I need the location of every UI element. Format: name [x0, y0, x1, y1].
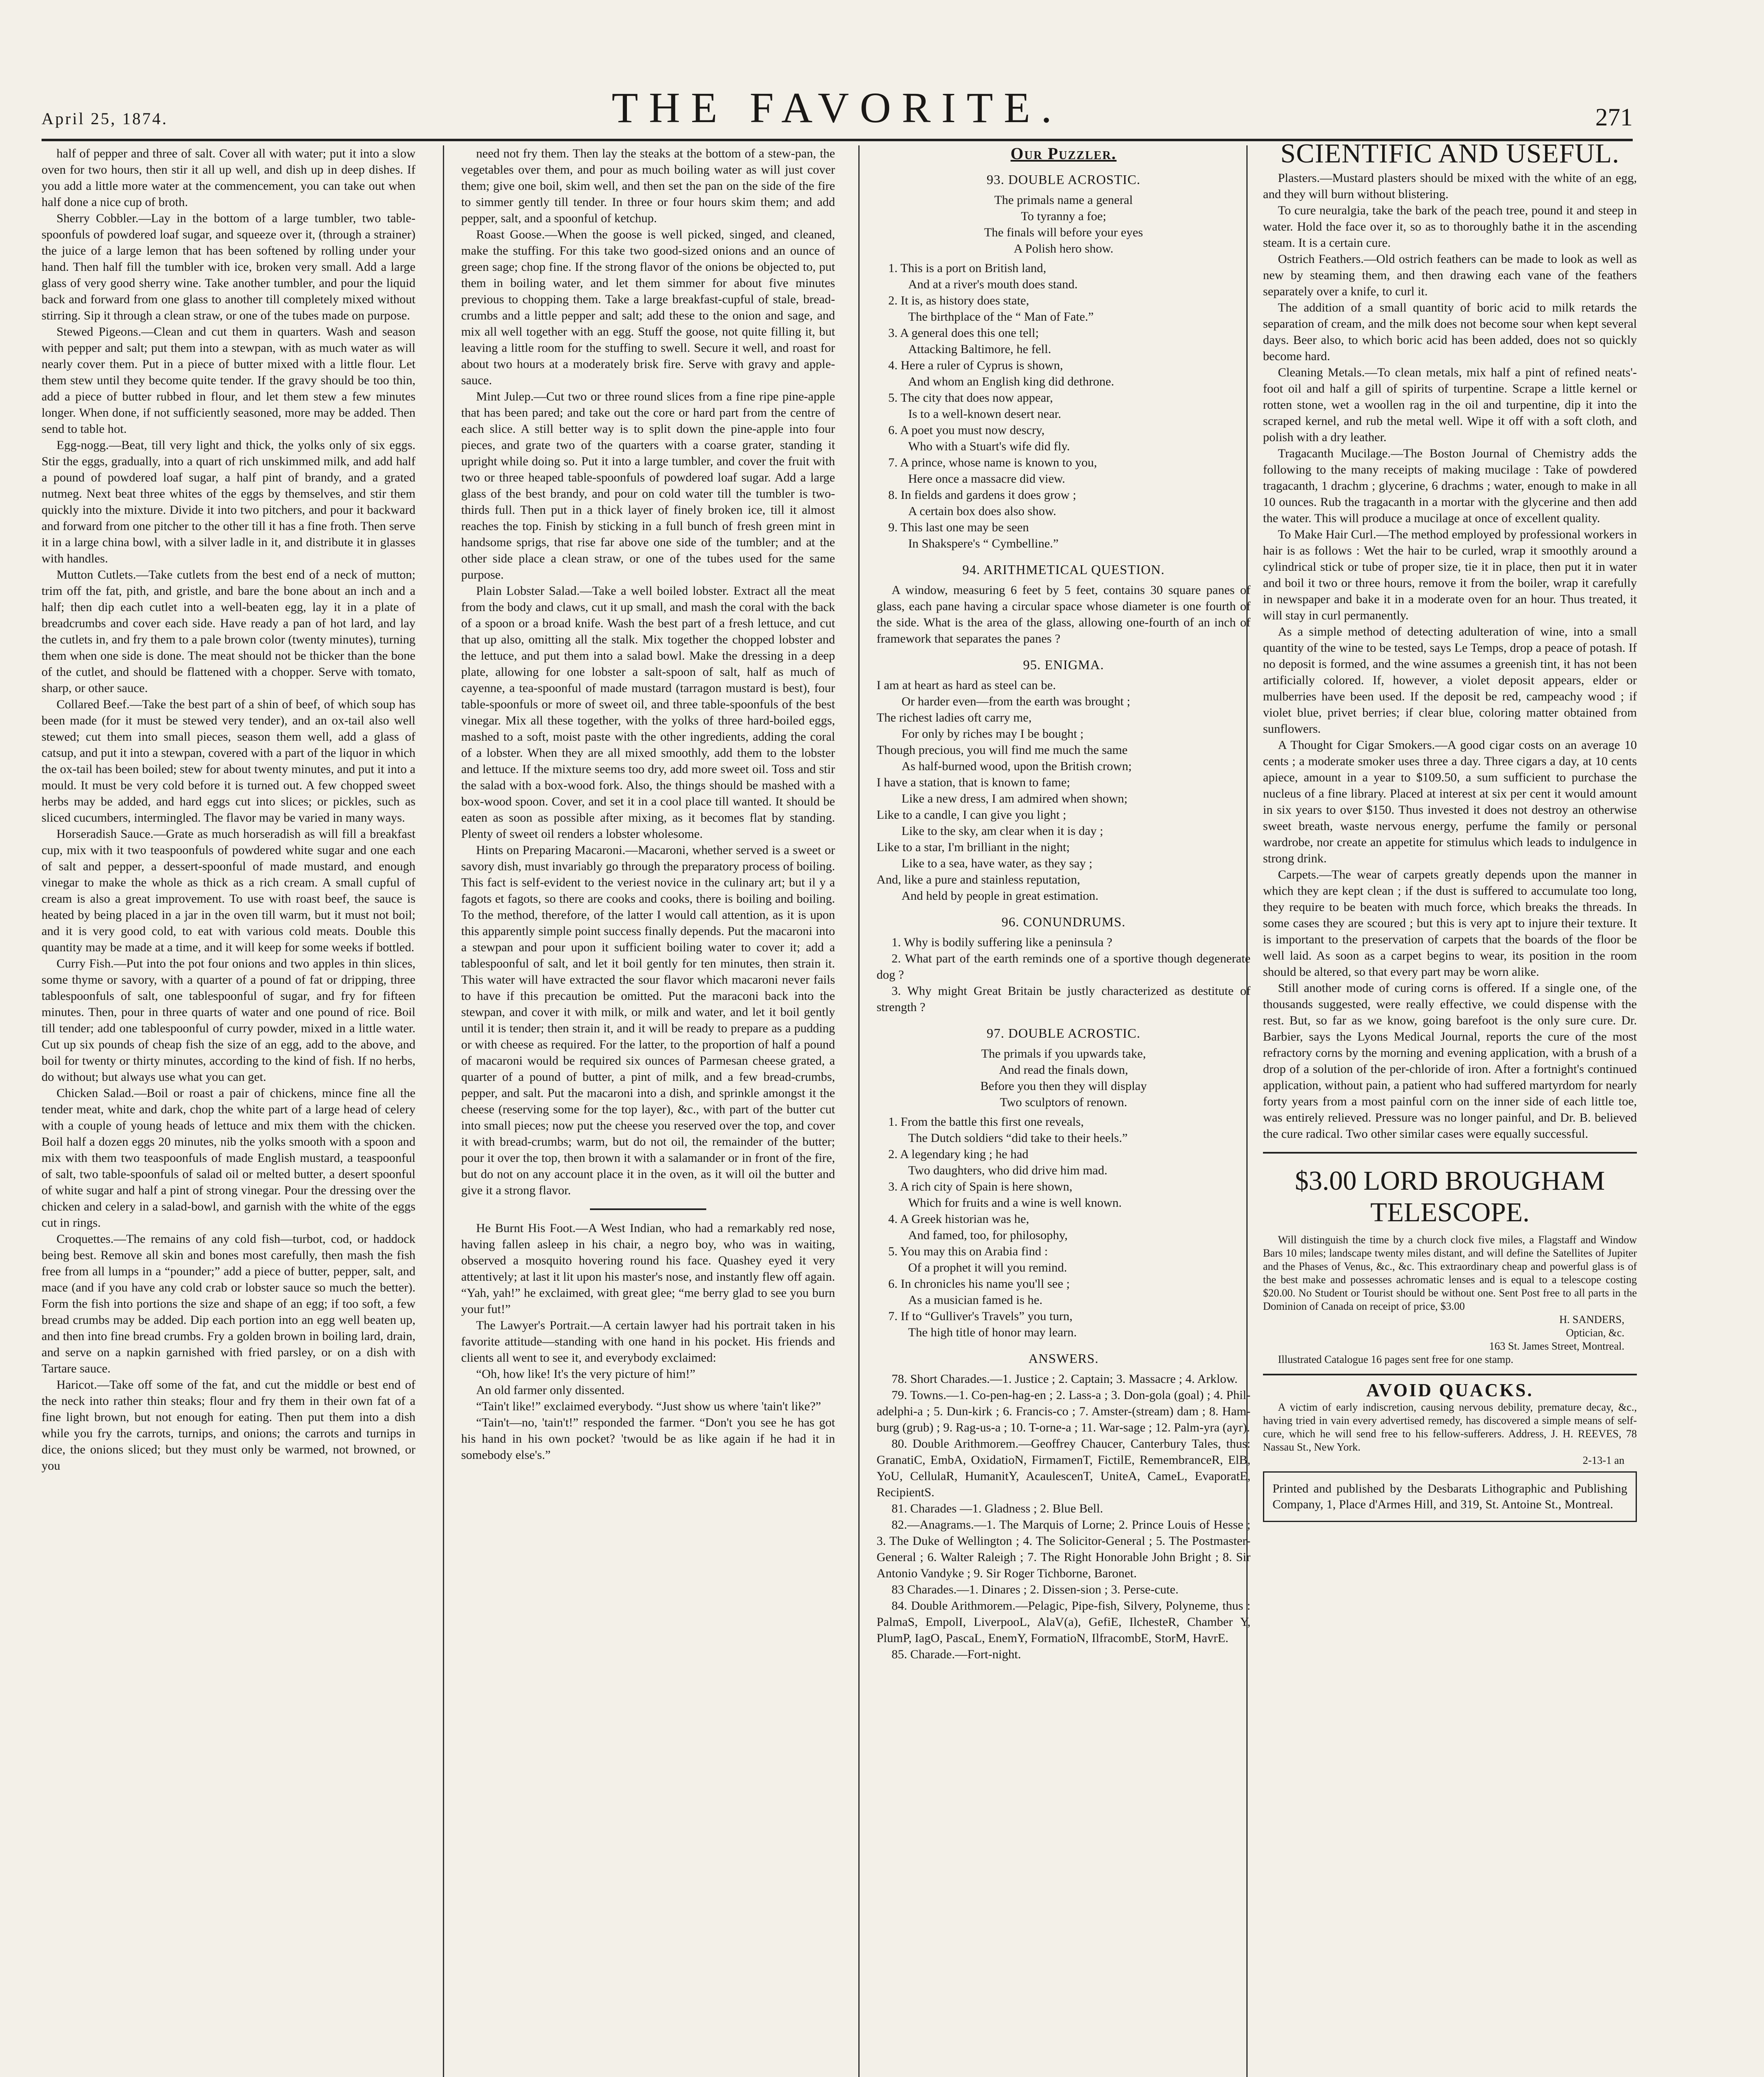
puzzle-93-intro [877, 192, 1251, 257]
paragraph: Ostrich Feathers.—Old ostrich feathers can be made to look as well as new by steaming them, and then drawing each vane of the feathers separately over a knife, to curl it. [1263, 252, 1637, 298]
enigma-line: Like a new dress, I am admired when shown; [902, 792, 1128, 805]
column-3-puzzler [877, 145, 1251, 1662]
enigma-line: Though precious, you will find me much the same [877, 743, 1128, 757]
puzzle-line: 4. Here a ruler of Cyprus is shown, [888, 358, 1063, 372]
puzzle-line: Which for fruits and a wine is well known. [908, 1196, 1122, 1210]
puzzle-line: The birthplace of the “ Man of Fate.” [908, 310, 1094, 324]
answer: 78. Short Charades.—1. Justice ; 2. Captain; 3. Massacre ; 4. Arklow. [892, 1372, 1238, 1386]
paragraph: Plain Lobster Salad.—Take a well boiled lobster. Extract all the meat from the body and claws, cut it up small, and mash the coral with the back of a spoon or a broad knife. Wash the best part of a fresh lettuce, and cut that up also, omitting all the stalk. Mix together the chopped lobster and the lettuce, and put them into a salad bowl. Make the dressing in a deep plate, allowing for one lobster a salt-spoon of salt, half as much of cayenne, a tea-spoonful of made mustard (tarragon mustard is best), four table-spoonfuls or more of sweet oil, and three table-spoonfuls of the best vinegar. Mix all these together, with the yolks of three hard-boiled eggs, mashed to a soft, moist paste with the other ingredients, adding the coral of a lobster. When they are all mixed smoothly, add them to the lobster and lettuce. If the mixture seems too dry, add more sweet oil. Toss and stir the salad with a box-wood fork. Also, the things should be mashed with a box-wood spoon. Cover, and set it in a cool place till wanted. It should be eaten as soon as possible after mixing, as it becomes flat by standing. Plenty of sweet oil renders a lobster wholesome. [461, 584, 835, 841]
paragraph: Mint Julep.—Cut two or three round slices from a fine ripe pine-apple that has been pared; and take out the core or hard part from the centre of each slice. A still better way is to split down the pine-apple into four pieces, and grate two of the quarters with a coarse grater, standing it upright while doing so. Put it into a large tumbler, and cover the fruit with two or three heaped table-spoonfuls of powdered loaf sugar. Add a large glass of the best brandy, and pour on cold water till the tumbler is two-thirds full. Then put in a thick layer of finely broken ice, till it almost reaches the top. Finish by sticking in a full bunch of fresh green mint in handsome sprigs, that rise far above one side of the tumbler; and at the other side place a clean straw, or one of the tubes used for the same purpose. [461, 390, 835, 582]
imprint-box [1263, 1471, 1637, 1522]
verse-line: To tyranny a foe; [1021, 209, 1106, 223]
enigma-line: Like to the sky, am clear when it is day ; [902, 824, 1103, 838]
puzzle-line: The Dutch soldiers “did take to their heels.” [908, 1131, 1128, 1145]
masthead [42, 83, 1633, 133]
paragraph: An old farmer only dissented. [476, 1383, 625, 1397]
paragraph: To Make Hair Curl.—The method employed by professional workers in hair is as follows : Wet the hair to be curled, wrap it smoothly around a cylindrical stick or tube of proper size, tie it in place, then put it in water and boil it two or three hours, remove it from the boiler, wrap it carefully in newspaper and bake it in a moderate oven for an hour. Thus treated, it will stay in curl permanently. [1263, 528, 1637, 622]
paragraph: “Tain't like!” exclaimed everybody. “Just show us where 'tain't like?” [476, 1399, 821, 1413]
puzzle-line: Here once a massacre did view. [908, 472, 1065, 486]
puzzle-line: As a musician famed is he. [908, 1293, 1043, 1307]
issue-date: April 25, 1874. [42, 109, 168, 128]
section-divider [590, 1208, 706, 1210]
puzzle-97-items [877, 1114, 1251, 1340]
paragraph: Plasters.—Mustard plasters should be mixed with the white of an egg, and they will burn without blistering. [1263, 171, 1637, 201]
telescope-ad-text: Will distinguish the time by a church clock five miles, a Flagstaff and Window Bars 10 miles; landscape twenty miles distant, and will define the Satellites of Jupiter and the Phases of Venus, &c., &c. This extraordinary cheap and powerful glass is of the best make and possesses achromatic lenses and is equal to a telescope costing $20.00. No Student or Tourist should be without one. Sent Post free to all parts in the Dominion of Canada on receipt of price, $3.00 [1263, 1234, 1637, 1312]
puzzle-93-heading: 93. DOUBLE ACROSTIC. [986, 172, 1141, 187]
enigma-line: Like to a sea, have water, as they say ; [902, 857, 1093, 870]
enigma-line: And held by people in great estimation. [902, 889, 1099, 903]
paragraph: half of pepper and three of salt. Cover all with water; put it into a slow oven for two hours, then stir it all up well, and dish up in deep dishes. If you add a little more water at the commencement, you can take out when half done a nice cup of broth. [42, 147, 415, 209]
paragraph: Curry Fish.—Put into the pot four onions and two apples in thin slices, some thyme or savory, with a quarter of a pound of fat or dripping, three tablespoonfuls of salt, one tablespoonful of sugar, and fry for fifteen minutes. Then, pour in three quarts of water and one pound of rice. Boil till tender; add one tablespoonful of curry powder, mixed in a little water. Cut up six pounds of cheap fish the size of an egg, add to the above, and boil for twenty or thirty minutes, according to the kind of fish. If no herbs, do without; but always use what you can get. [42, 957, 415, 1084]
telescope-ad-catalogue: Illustrated Catalogue 16 pages sent free for one stamp. [1278, 1353, 1513, 1365]
paragraph: Stewed Pigeons.—Clean and cut them in quarters. Wash and season with pepper and salt; put them into a stewpan, with as much water as will nearly cover them. Put in a piece of butter mixed with a little flour. Let them stew until they become quite tender. If the gravy should be too thin, add a piece of butter rubbed in flour, and let them stew a few minutes longer. When done, if not sufficiently seasoned, more may be added. Then send to table hot. [42, 325, 415, 436]
paragraph: “Oh, how like! It's the very picture of him!” [476, 1367, 695, 1381]
verse-line: Before you then they will display [980, 1079, 1147, 1093]
puzzle-line: 4. A Greek historian was he, [888, 1212, 1029, 1226]
puzzle-95-verse [877, 677, 1251, 904]
telescope-ad-name: H. SANDERS, [1559, 1313, 1624, 1326]
puzzle-line: Of a prophet it will you remind. [908, 1261, 1067, 1274]
telescope-ad-address: 163 St. James Street, Montreal. [1489, 1340, 1624, 1352]
puzzle-line: 3. A rich city of Spain is here shown, [888, 1180, 1073, 1193]
puzzle-95-heading: 95. ENIGMA. [1023, 657, 1104, 672]
imprint-text: Printed and published by the Desbarats Lithographic and Publishing Company, 1, Place d'Armes Hill, and 319, St. Antoine St., Montreal. [1273, 1482, 1627, 1511]
enigma-line: I have a station, that is known to fame; [877, 776, 1070, 789]
paragraph: The Lawyer's Portrait.—A certain lawyer had his portrait taken in his favorite attitude—standing with one hand in his pocket. His friends and clients all went to see it, and everybody exclaimed: [461, 1318, 835, 1365]
scientific-heading: SCIENTIFIC AND USEFUL. [1280, 138, 1619, 169]
paragraph: Still another mode of curing corns is offered. If a single one, of the thousands suggested, were really effective, we could dispense with the rest. But, so far as we know, going barefoot is the only sure cure. Dr. Barbier, says the Lyons Medical Journal, reports the cure of the most refractory corns by the morning and evening application, with a brush of a drop of a solution of the per-chloride of iron. After a fortnight's continued application, without pain, a patient who had suffered martyrdom for nearly forty years from a most painful corn on the inner side of each little toe, was entirely relieved. Pressure was no longer painful, and Dr. B. believed the cure radical. Two other similar cases were equally successful. [1263, 981, 1637, 1141]
puzzle-line: The high title of honor may learn. [908, 1326, 1077, 1339]
puzzle-94-heading: 94. ARITHMETICAL QUESTION. [962, 562, 1165, 577]
puzzle-line: A certain box does also show. [908, 504, 1056, 518]
paragraph: Mutton Cutlets.—Take cutlets from the best end of a neck of mutton; trim off the fat, pith, and gristle, and bare the bone about an inch and a half; then dip each cutlet into a well-beaten egg, lay it in a plate of breadcrumbs and cover each side. Have ready a pan of hot lard, and lay the cutlets in, and fry them to a pale brown color (twenty minutes), turning them when one side is done. The meat should not be thicker than the bone of the cutlet, and should be flattened with a chopper. Serve with tomato, sharp, or other sauce. [42, 568, 415, 695]
scientific-paragraphs [1263, 170, 1637, 1142]
column-divider [443, 145, 444, 2077]
enigma-line: For only by riches may I be bought ; [902, 727, 1084, 741]
verse-line: The finals will before your eyes [984, 226, 1143, 239]
paragraph: Sherry Cobbler.—Lay in the bottom of a large tumbler, two table-spoonfuls of powdered loaf sugar, and squeeze over it, (through a strainer) the juice of a large lemon that has been softened by rolling under your hand. Then half fill the tumbler with ice, broken very small. Add a large glass of very good sherry wine. Take another tumbler, and pour the liquid back and forward from one glass to another till completely mixed without stirring. Sip it through a clean straw, or one of the tubes made on purpose. [42, 211, 415, 322]
column-1 [42, 145, 415, 1474]
paragraph: Collared Beef.—Take the best part of a shin of beef, of which soup has been made (for it must be stewed very tender), and an ox-tail also well stewed; cut them into small pieces, season them well, add a glass of catsup, and put it into a stewpan, covered with a part of the liquor in which the ox-tail has been boiled; stew for about twenty minutes, and put it into a mould. It must be very cold before it is turned out. A few chopped sweet herbs may be added, and hard eggs cut into slices; or pickles, such as sliced cucumbers, intermingled. The flavor may be varied in many ways. [42, 697, 415, 825]
puzzle-line: And famed, too, for philosophy, [908, 1228, 1068, 1242]
telescope-ad-role: Optician, &c. [1566, 1327, 1624, 1339]
puzzle-line: 5. The city that does now appear, [888, 391, 1053, 405]
puzzle-line: In Shakspere's “ Cymbelline.” [908, 537, 1059, 550]
puzzle-line: 1. From the battle this first one reveals, [888, 1115, 1084, 1129]
puzzle-line: And whom an English king did dethrone. [908, 375, 1114, 388]
answer: 82.—Anagrams.—1. The Marquis of Lorne; 2. Prince Louis of Hesse ; 3. The Duke of Wellington ; 4. The Solicitor-General ; 5. The Postmaster-General ; 6. Walter Raleigh ; 7. The Right Honorable John Bright ; 8. Sir Antonio Vandyke ; 9. Sir Roger Tichborne, Baronet. [877, 1518, 1251, 1580]
puzzle-line: 7. A prince, whose name is known to you, [888, 456, 1097, 469]
paragraph: To cure neuralgia, take the bark of the peach tree, pound it and steep in water. Hold the face over it, so as to thoroughly bathe it in the ascending steam. It is a certain cure. [1263, 204, 1637, 250]
paragraph: He Burnt His Foot.—A West Indian, who had a remarkably red nose, having fallen asleep in his chair, a negro boy, who was in waiting, observed a mosquito hovering round his face. Quashey eyed it very attentively; at last it lit upon his master's nose, and instantly flew off again. “Yah, yah!” he exclaimed, with great glee; “me berry glad to see you burn your fut!” [461, 1221, 835, 1316]
enigma-line: As half-burned wood, upon the British crown; [902, 759, 1132, 773]
puzzle-97-heading: 97. DOUBLE ACROSTIC. [986, 1026, 1141, 1041]
quacks-ad-code: 2-13-1 an [1582, 1454, 1624, 1466]
paragraph: As a simple method of detecting adulteration of wine, into a small quantity of the wine to be tested, says Le Temps, drop a peace of potash. If no deposit is formed, and the wine assumes a greenish tint, it has not been artificially colored. If, however, a violet deposit appears, elder or mulberries have been used. If the deposit be red, campeachy wood ; if violet blue, privet berries; if clear blue, coloring matter obtained from sunflowers. [1263, 625, 1637, 736]
answers-heading: ANSWERS. [1028, 1351, 1099, 1366]
ad-divider [1263, 1152, 1637, 1154]
paragraph: Horseradish Sauce.—Grate as much horseradish as will fill a breakfast cup, mix with it two teaspoonfuls of powdered white sugar and one each of salt and pepper, a dessert-spoonful of made mustard, and enough vinegar to make the whole as thick as a rich cream. A small cupful of cream is also a great improvement. To use with roast beef, the sauce is heated by being placed in a jar in the oven till warm, but it must not boil; and it is very good cold, to eat with various cold meats. Double this quantity may be made at a time, and it will keep for some weeks if bottled. [42, 827, 415, 954]
newspaper-title: THE FAVORITE. [612, 84, 1063, 132]
puzzle-line: 5. You may this on Arabia find : [888, 1245, 1048, 1258]
answers-list [877, 1371, 1251, 1662]
puzzle-96-heading: 96. CONUNDRUMS. [1001, 914, 1126, 929]
puzzle-line: 3. A general does this one tell; [888, 326, 1039, 340]
enigma-line: I am at heart as hard as steel can be. [877, 678, 1056, 692]
enigma-line: And, like a pure and stainless reputation, [877, 873, 1080, 886]
paragraph: Roast Goose.—When the goose is well picked, singed, and cleaned, make the stuffing. For this take two good-sized onions and an ounce of green sage; chop fine. If the strong flavor of the onions be objected to, put them in boiling water, and let them simmer for about five minutes previous to chopping them. Take a large breakfast-cupful of stale, bread-crumbs and a little pepper and salt; add these to the onion and sage, and mix all well together with an egg. Stuff the goose, not quite filling it, but leaving a little room for the stuffing to swell. Secure it well, and roast for about two hours at a moderately brisk fire. Serve with gravy and apple-sauce. [461, 228, 835, 387]
puzzle-line: 7. If to “Gulliver's Travels” you turn, [888, 1309, 1073, 1323]
paragraph: Tragacanth Mucilage.—The Boston Journal of Chemistry adds the following to the many receipts of making mucilage : Take of powdered tragacanth, 1 drachm ; glycerine, 6 drachms ; water, enough to make in all 10 ounces. Rub the tragacanth in a mortar with the glycerine and then add the water. This will produce a mucilage at once of excellent quality. [1263, 447, 1637, 525]
puzzler-heading: Our Puzzler. [1010, 144, 1117, 163]
answer: 79. Towns.—1. Co-pen-hag-en ; 2. Lass-a ; 3. Don-gola (goal) ; 4. Phil-adelphi-a ; 5. Dun-kirk ; 6. Francis-co ; 7. Amster-(stream) dam ; 8. Ham-burg (grub) ; 9. Rag-us-a ; 10. T-orne-a ; 11. War-sage ; 12. Palm-yra (ayr). [877, 1388, 1251, 1434]
verse-line: The primals name a general [994, 193, 1133, 207]
telescope-ad-heading: $3.00 LORD BROUGHAM TELESCOPE. [1295, 1166, 1605, 1228]
column-4 [1263, 138, 1637, 1522]
enigma-line: Like to a star, I'm brilliant in the night; [877, 840, 1070, 854]
paragraph: Egg-nogg.—Beat, till very light and thick, the yolks only of six eggs. Stir the eggs, gradually, into a quart of rich unskimmed milk, and add half a pound of powdered loaf sugar, a half pint of brandy, and a grated nutmeg. Next beat three whites of the eggs by themselves, and stir them quickly into the mixture. Divide it into two pitchers, and pour it backward and forward from one pitcher to the other till it has a fine froth. Then serve it in a large china bowl, with a silver ladle in it, and distribute it in glasses with handles. [42, 438, 415, 565]
puzzle-line: 2. A legendary king ; he had [888, 1147, 1029, 1161]
puzzle-line: Is to a well-known desert near. [908, 407, 1061, 421]
puzzle-line: Two daughters, who did drive him mad. [908, 1164, 1108, 1177]
verse-line: The primals if you upwards take, [981, 1047, 1146, 1061]
puzzle-93-items [877, 260, 1251, 552]
paragraph: Haricot.—Take off some of the fat, and cut the middle or best end of the neck into rather thin steaks; flour and fry them in their own fat of a fine light brown, but not enough for eating. Then put them into a dish while you fry the carrots, turnips, and onions; the carrots and turnips in dice, the onions sliced; but they must only be warmed, not browned, or you [42, 1378, 415, 1473]
paragraph: need not fry them. Then lay the steaks at the bottom of a stew-pan, the vegetables over them, and pour as much boiling water as will just cover them; give one boil, skim well, and then set the pan on the side of the fire to simmer gently till tender. In three or four hours skim them; and add pepper, salt, and a spoonful of ketchup. [461, 147, 835, 225]
puzzle-97-intro [877, 1046, 1251, 1110]
paragraph: Hints on Preparing Macaroni.—Macaroni, whether served is a sweet or savory dish, must invariably go through the preparatory process of boiling. This fact is self-evident to the veriest novice in the culinary art; but il y a fagots et fagots, so there are cooks and cooks, there is boiling and boiling. To the method, therefore, of the latter I would call attention, as it is upon this apparently simple point success finally depends. Put the macaroni into a stewpan and pour upon it sufficient boiling water to cover it; add a tablespoonful of salt, and let it boil gently for ten minutes, then strain it. This water will have extracted the sour flavor which macaroni never fails to have if this precaution be omitted. Put the maraconi back into the stewpan, and cover it with milk, or milk and water, and let it boil gently until it is tender; then strain it, and it will be ready to prepare as a pudding or with cheese as required. For the latter, to the proportion of half a pound of macaroni would be required six ounces of Parmesan cheese grated, a quarter of a pound of butter, a pint of milk, and a few bread-crumbs, pepper, and salt. Put the macaroni into a dish, and sprinkle amongst it the cheese (reserving some for the top layer), &c., with part of the butter cut into small pieces; now put the cheese you reserved over the top, and cover it with bread-crumbs; warm, but do not oil, the remainder of the butter; pour it over the top, then brown it with a salamander or in front of the fire, but do not on any account place it in the oven, as it will oil the butter and give it a strong flavor. [461, 843, 835, 1197]
answer: 85. Charade.—Fort-night. [892, 1647, 1021, 1661]
paragraph: The addition of a small quantity of boric acid to milk retards the separation of cream, and the milk does not become sour when kept several days. Beer also, to which boric acid has been added, does not so quickly become hard. [1263, 301, 1637, 363]
quacks-ad-text: A victim of early indiscretion, causing nervous debility, premature decay, &c., having tried in vain every advertised remedy, has discovered a simple means of self-cure, which he will send free to his fellow-sufferers. Address, J. H. REEVES, 78 Nassau St., New York. [1263, 1401, 1637, 1453]
verse-line: Two sculptors of renown. [1000, 1095, 1128, 1109]
quacks-ad-heading: AVOID QUACKS. [1366, 1380, 1534, 1400]
answer: 80. Double Arithmorem.—Geoffrey Chaucer, Canterbury Tales, thus: GranatiC, EmbA, OxidatioN, FirmamenT, FictilE, RemembranceR, ElB, YoU, CellulaR, HumanitY, AcaulescenT, UniteA, CameL, EvaporatE, RecipientS. [877, 1437, 1251, 1499]
paragraph: Cleaning Metals.—To clean metals, mix half a pint of refined neats'-foot oil and half a gill of spirits of turpentine. Scrape a little kernel or rotten stone, wet a woollen rag in the oil and turpentine, dip it into the scraped kernel, and rub the metal well. Wipe it off with a soft cloth, and polish with a dry leather. [1263, 366, 1637, 444]
puzzle-line: 8. In fields and gardens it does grow ; [888, 488, 1076, 502]
column-divider [858, 145, 860, 2077]
enigma-line: Like to a candle, I can give you light ; [877, 808, 1066, 822]
puzzle-line: 6. A poet you must now descry, [888, 423, 1045, 437]
answer: 83 Charades.—1. Dinares ; 2. Dissen-sion ; 3. Perse-cute. [892, 1583, 1179, 1596]
column-2 [461, 145, 835, 1463]
puzzle-line: And at a river's mouth does stand. [908, 277, 1078, 291]
puzzle-96-items [877, 934, 1251, 1015]
conundrum: 1. Why is bodily suffering like a peninsula ? [892, 935, 1113, 949]
paragraph: Carpets.—The wear of carpets greatly depends upon the manner in which they are kept clean ; if the dust is suffered to accumulate too long, they require to be beaten with much force, which breaks the threads. In some cases they are scoured ; but this is very apt to injure their texture. It is important to the preservation of carpets that the boards of the floor be well laid. As soon as a carpet begins to wear, its position in the room should be altered, so that every part may be worn alike. [1263, 868, 1637, 979]
verse-line: A Polish hero show. [1014, 242, 1113, 255]
paragraph: Croquettes.—The remains of any cold fish—turbot, cod, or haddock being best. Remove all skin and bones most carefully, then mash the fish free from all lumps in a “pounder;” add a piece of butter, pepper, salt, and mace (and if you have any cold crab or lobster sauce so much the better). Form the fish into portions the size and shape of an egg; if too soft, a few bread crumbs may be added. Dip each portion into an egg well beaten up, and then into fine bread crumbs. Fry a golden brown in boiling lard, drain, and serve on a napkin garnished with fried parsley, or on a dish with Tartare sauce. [42, 1232, 415, 1375]
conundrum: 3. Why might Great Britain be justly characterized as destitute of strength ? [877, 984, 1251, 1014]
page-number: 271 [1595, 103, 1633, 131]
puzzle-94-text: A window, measuring 6 feet by 5 feet, contains 30 square panes of glass, each pane having a circular space whose diameter is one fourth of the side. What is the area of the glass, allowing one-fourth of an inch of framework that separates the panes ? [877, 583, 1251, 646]
enigma-line: Or harder even—from the earth was brought ; [902, 695, 1130, 708]
puzzle-line: 9. This last one may be seen [888, 520, 1029, 534]
puzzle-line: 2. It is, as history does state, [888, 294, 1029, 307]
puzzle-line: 1. This is a port on British land, [888, 261, 1047, 275]
paragraph: A Thought for Cigar Smokers.—A good cigar costs on an average 10 cents ; a moderate smoker uses three a day. Three cigars a day, at 10 cents apiece, amount in a year to $109.50, a sum sufficient to purchase the nucleus of a fine library. Placed at interest at six per cent it would amount in six years to over $150. Thus invested it does not destroy an otherwise sweet breath, waste nervous energy, perfume the family or personal wardrobe, nor create an appetite for stimulus which leads to indulgence in strong drink. [1263, 738, 1637, 865]
answer: 84. Double Arithmorem.—Pelagic, Pipe-fish, Silvery, Polyneme, thus : PalmaS, EmpolI, LiverpooL, AlaV(a), GefiE, IlchesteR, Chamber Y, PlumP, IagO, PascaL, EnemY, FormatioN, IlfracombE, StorM, HavrE. [877, 1599, 1251, 1645]
conundrum: 2. What part of the earth reminds one of a sportive though degenerate dog ? [877, 952, 1251, 982]
puzzle-line: 6. In chronicles his name you'll see ; [888, 1277, 1070, 1291]
paragraph: Chicken Salad.—Boil or roast a pair of chickens, mince fine all the tender meat, white and dark, chop the white part of a large head of celery with a couple of young heads of lettuce and mix them with the chicken. Boil half a dozen eggs 20 minutes, nib the yolks smooth with a spoon and mix with them two teaspoonfuls of made English mustard, a teaspoonful of salt, two table-spoonfuls of salad oil or melted butter, a desert spoonful of white sugar and half a pint of strong vinegar. Pour the dressing over the chicken and celery in a salad-bowl, and garnish with the white of the eggs cut in rings. [42, 1086, 415, 1230]
ad-divider [1263, 1374, 1637, 1375]
enigma-line: The richest ladies oft carry me, [877, 711, 1032, 724]
answer: 81. Charades —1. Gladness ; 2. Blue Bell. [892, 1502, 1103, 1515]
verse-line: And read the finals down, [999, 1063, 1128, 1077]
puzzle-line: Attacking Baltimore, he fell. [908, 342, 1052, 356]
paragraph: “Tain't—no, 'tain't!” responded the farmer. “Don't you see he has got his hand in his own pocket? 'twould be as like again if he had it in somebody else's.” [461, 1416, 835, 1462]
puzzle-line: Who with a Stuart's wife did fly. [908, 439, 1070, 453]
